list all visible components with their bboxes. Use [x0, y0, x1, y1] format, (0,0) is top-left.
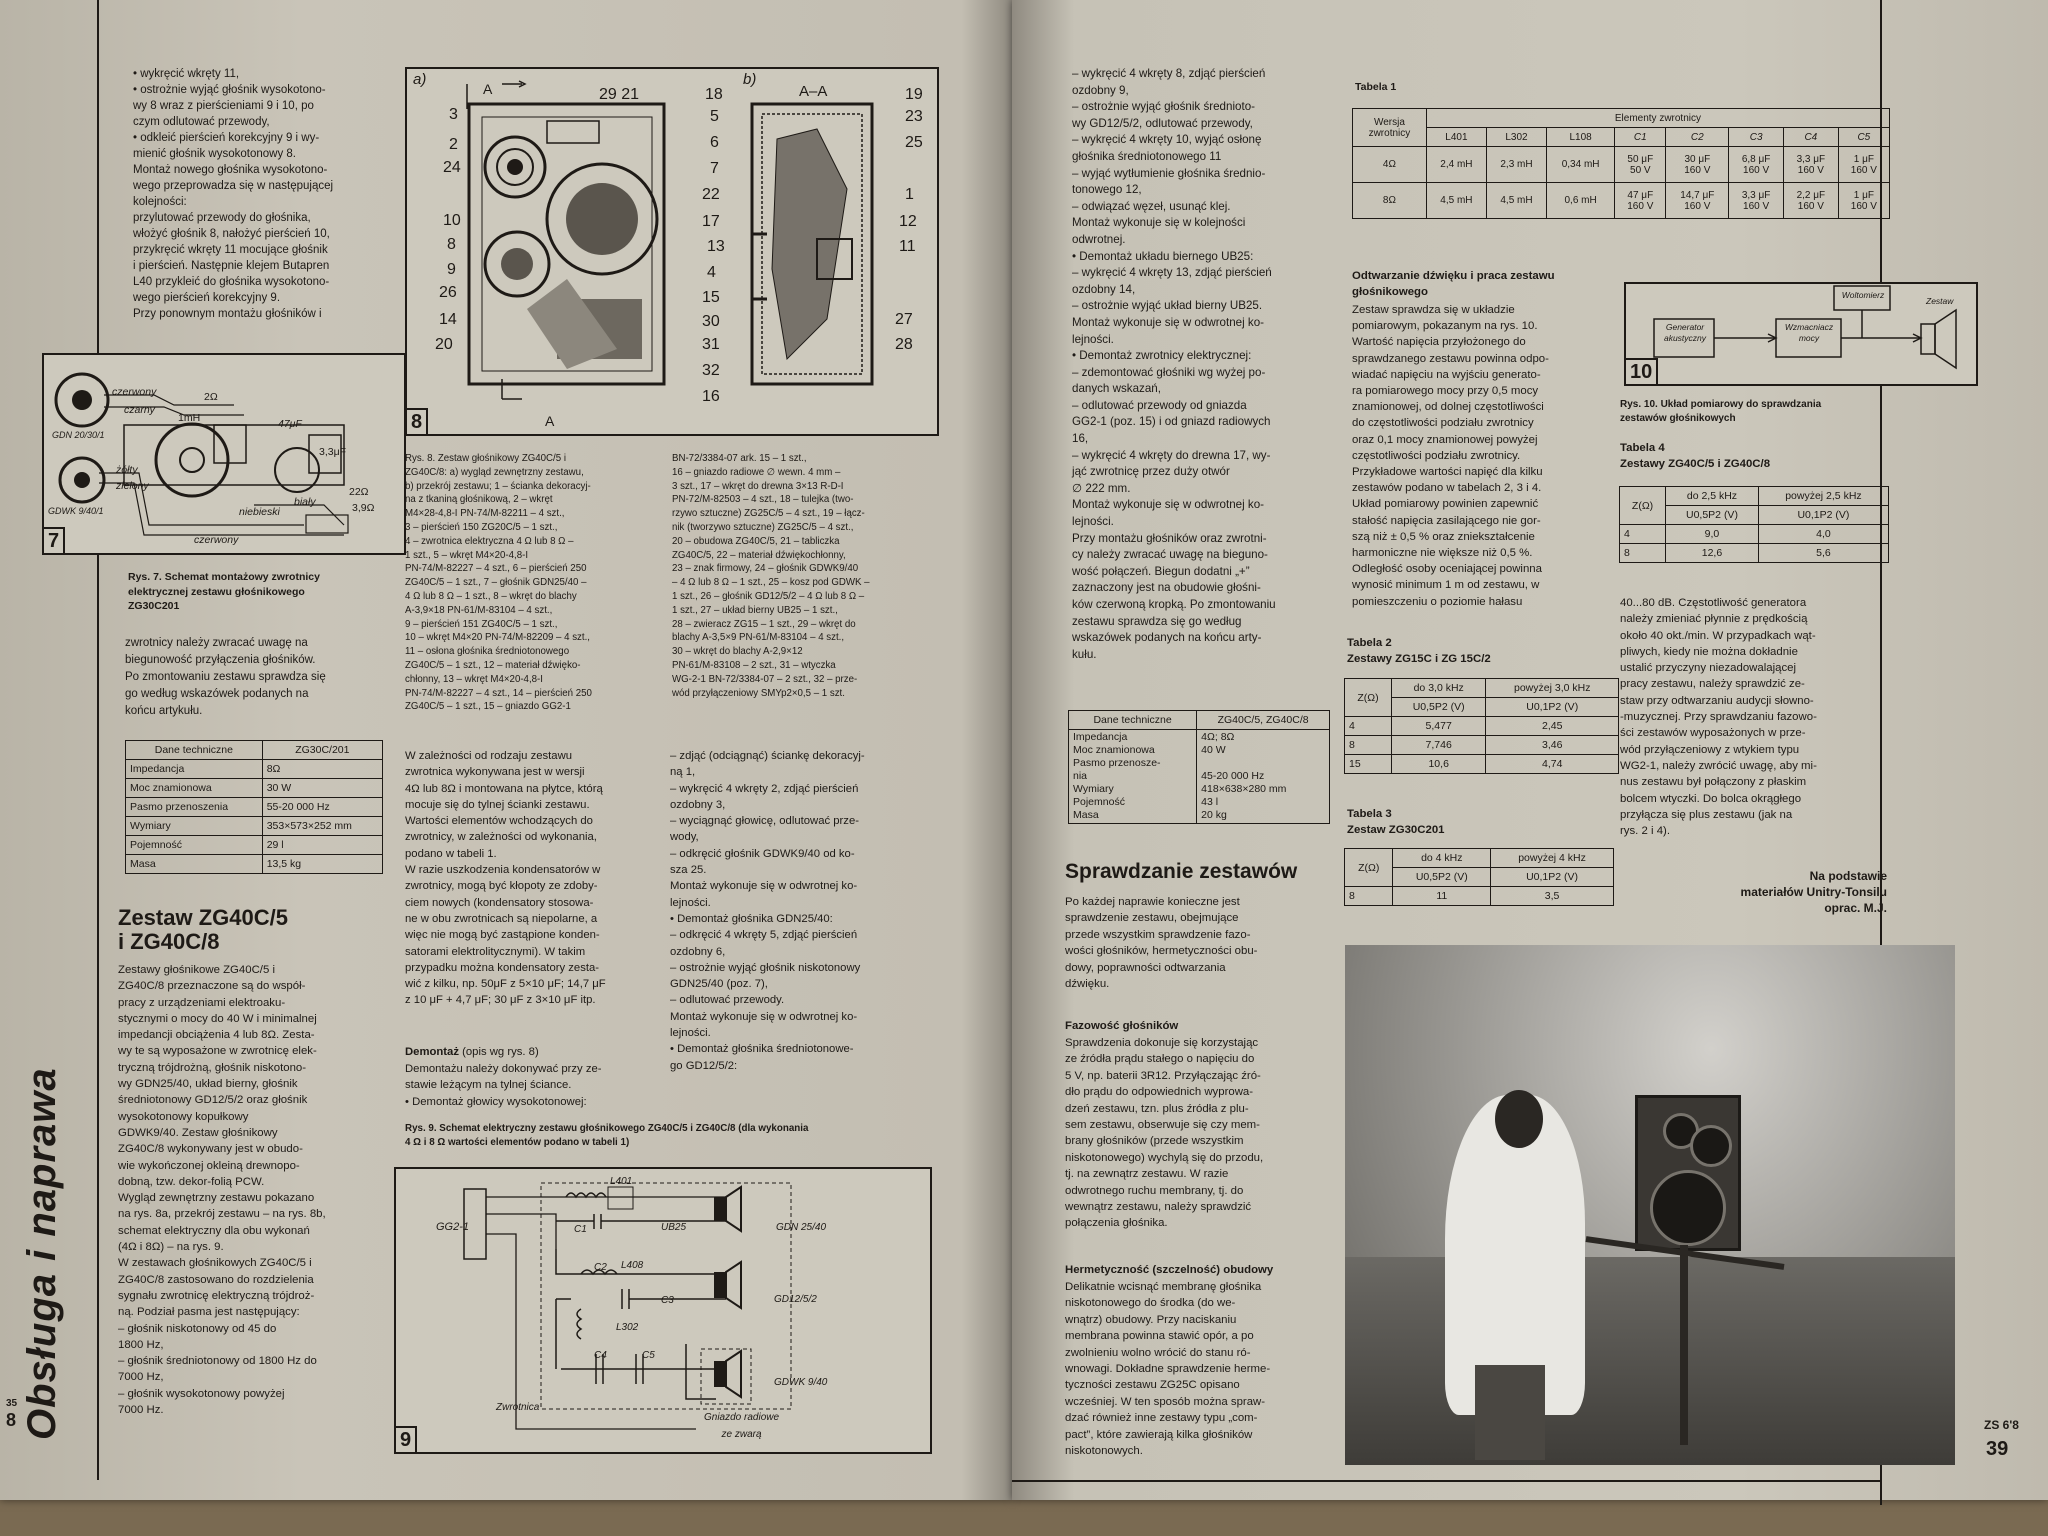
- tab1-col-header: C4: [1783, 128, 1838, 147]
- demontaz-heading-line: [405, 1044, 663, 1060]
- tab4-header: do 2,5 kHz: [1666, 487, 1759, 506]
- tab2-cell: 2,45: [1486, 717, 1619, 736]
- tab2-header: powyżej 3,0 kHz: [1486, 679, 1619, 698]
- svg-text:20: 20: [435, 336, 453, 353]
- tab1-col-header: C1: [1615, 128, 1666, 147]
- svg-text:19: 19: [905, 86, 923, 103]
- fig7-label-33uf: 3,3μF: [319, 446, 347, 458]
- fig7-label-gdwk: GDWK 9/40/1: [48, 506, 104, 516]
- svg-text:7: 7: [710, 160, 719, 177]
- fig9-label-ub25: UB25: [661, 1222, 687, 1233]
- tab2-cell: 3,46: [1486, 736, 1619, 755]
- sprawdzanie-text: Po każdej naprawie konieczne jest sprawdzenie zestawu, obejmujące przede wszystkim sprawdzenie fazo- wości głośników, hermetyczności obu- dowy, poprawności odtwarzania dźwięku.: [1065, 896, 1258, 991]
- spec-zg30-cell: Pojemność: [126, 836, 263, 855]
- tab4-cell: 4: [1620, 525, 1666, 544]
- fig9-label-zwrotnica: Zwrotnica: [496, 1402, 540, 1413]
- fig7-label-gdn: GDN 20/30/1: [52, 430, 105, 440]
- photo-speaker-testing: [1345, 945, 1955, 1465]
- spec-zg30-cell: Pasmo przenoszenia: [126, 798, 263, 817]
- tab2-subheader: U0,1P2 (V): [1486, 698, 1619, 717]
- figure-8-caption-part1: Rys. 8. Zestaw głośnikowy ZG40C/5 i ZG40C/8: a) wygląd zewnętrzny zestawu, b) przekrój zestawu; 1 – ścianka dekoracyj- na z tkaniną głośnikową, 2 – wkręt M4×28-4,8-I PN-74/M-82211 – 4 szt., 3 – pierścień 150 ZG20C/5 – 1 szt., 4 – zwrotnica elektryczna 4 Ω lub 8 Ω – 1 szt., 5 – wkręt M4×20-4,8-I PN-74/M-82227 – 4 szt., 6 – pierścień 250 ZG40C/5 – 1 szt., 7 – głośnik GDN25/40 – 4 Ω lub 8 Ω – 1 szt., 8 – wkręt do blachy A-3,9×18 PN-61/M-83104 – 4 szt., 9 – pierścień 151 ZG40C/5 – 1 szt., 10 – wkręt M4×20 PN-74/M-82209 – 4 szt., 11 – osłona głośnika średniotonowego ZG40C/5 – 1 szt., 12 – materiał dźwięko- chłonny, 13 – wkręt M4×20-4,8-I PN-74/M-82227 – 4 szt., 14 – pierścień 250 ZG40C/5 – 1 szt., 15 – gniazdo GG2-1: [405, 453, 592, 713]
- tab1-cell: 0,6 mH: [1547, 183, 1615, 219]
- fig10-generator-label: Generator akustyczny: [1663, 322, 1707, 343]
- svg-text:17: 17: [702, 213, 720, 230]
- figure-9-caption: Rys. 9. Schemat elektryczny zestawu głośnikowego ZG40C/5 i ZG40C/8 (dla wykonania 4 Ω i 8 Ω wartości elementów podano w tabeli 1): [405, 1123, 809, 1148]
- tab2-cell: 4,74: [1486, 755, 1619, 774]
- tab2-header: Z(Ω): [1345, 679, 1392, 717]
- left-col3-text: – zdjąć (odciągnąć) ściankę dekoracyj- ną 1, – wykręcić 4 wkręty 2, zdjąć pierścień ozdobny 3, – wyciągnąć głowicę, odlutować prze- wody, – odkręcić głośnik GDWK9/40 od ko- sza 25. Montaż wykonuje się w odwrotnej ko- lejności. • Demontaż głośnika GDN25/40: – odkręcić 4 wkręty 5, zdjąć pierścień ozdobny 6, – ostrożnie wyjąć głośnik niskotonowy GDN25/40 (poz. 7), – odlutować przewody. Montaż wykonuje się w odwrotnej ko- lejności. • Demontaż głośnika średniotonowe- go GD12/5/2:: [670, 750, 865, 1072]
- heading-sprawdzanie: Sprawdzanie zestawów: [1065, 860, 1298, 883]
- fig7-label-2ohm: 2Ω: [204, 391, 218, 403]
- svg-text:8: 8: [447, 236, 456, 253]
- spec-zg30-header-1: Dane techniczne: [126, 741, 263, 760]
- tabela-4-label: Tabela 4 Zestawy ZG40C/5 i ZG40C/8: [1620, 442, 1771, 470]
- svg-text:5: 5: [710, 108, 719, 125]
- figure-7-caption: Rys. 7. Schemat montażowy zwrotnicy elektrycznej zestawu głośnikowego ZG30C201: [128, 571, 320, 612]
- figure-8-speaker-drawing: [407, 69, 937, 434]
- credit-text: Na podstawie materiałów Unitry-Tonsilu oprac. M.J.: [1740, 869, 1887, 915]
- spec-zg40-value: 45-20 000 Hz: [1201, 770, 1265, 782]
- fig7-label-22ohm: 22Ω: [349, 486, 369, 498]
- photo-midrange: [1690, 1125, 1732, 1167]
- tab3-header: do 4 kHz: [1393, 849, 1491, 868]
- magazine-issue: ZS 6'8: [1984, 1418, 2019, 1432]
- svg-text:3: 3: [449, 106, 458, 123]
- photo-stand: [1680, 1245, 1688, 1445]
- tab2-cell: 5,477: [1391, 717, 1486, 736]
- tab3-cell: 3,5: [1491, 887, 1614, 906]
- tab1-cell: 30 μF 160 V: [1666, 147, 1729, 183]
- fig7-label-1mh: 1mH: [178, 412, 201, 424]
- tab1-group-header: Elementy zwrotnicy: [1426, 109, 1889, 128]
- spec-zg40-header-2: ZG40C/5, ZG40C/8: [1197, 711, 1330, 730]
- fig7-label-zolty: żółty: [116, 464, 138, 476]
- svg-text:32: 32: [702, 362, 720, 379]
- fig7-label-39ohm: 3,9Ω: [352, 502, 375, 514]
- fazowosc-text: Sprawdzenia dokonuje się korzystając ze źródła prądu stałego o napięciu do 5 V, np. baterii 3R12. Przyłączając źró- dło prądu do odpowiednich wyprowa- dzeń zestawu, tzn. plus źródła z plu- sem zestawu, obserwuje się czy mem- brany głośników (przede wszystkim niskotonowego) wychylą się do przodu, tj. na zewnątrz zestawu. W razie odwrotnego ruchu membrany, tj. do wewnątrz zestawu, należy sprawdzić połączenia głośnika.: [1065, 1037, 1264, 1230]
- fig9-label-l408: L408: [621, 1260, 644, 1271]
- spec-table-zg30: [125, 740, 383, 874]
- right-col1-top-text: – wykręcić 4 wkręty 8, zdjąć pierścień ozdobny 9, – ostrożnie wyjąć głośnik średnioto- wy GD12/5/2, odlutować przewody, – wykręcić 4 wkręty 10, wyjąć osłonę głośnika średniotonowego 11 – wyjąć wytłumienie głośnika średnio- tonowego 12, – odwiązać węzeł, usunąć klej. Montaż wykonuje się w kolejności odwrotnej. • Demontaż układu biernego UB25: – wykręcić 4 wkręty 13, zdjąć pierścień ozdobny 14, – ostrożnie wyjąć układ bierny UB25. Montaż wykonuje się w odwrotnej ko- lejności. • Demontaż zwrotnicy elektrycznej: – zdemontować głośniki wg wyżej po- danych wskazań, – odlutować przewody od gniazda GG2-1 (poz. 15) i od gniazd radiowych 16, – wykręcić 4 wkręty do drewna 17, wy- jąć zwrotnicę przez duży otwór ∅ 222 mm. Montaż wykonuje się w odwrotnej ko- lejności. Przy montażu głośników oraz zwrotni- cy należy zwracać uwagę na bieguno- wość połączeń. Biegun dodatni „+” zaznaczony jest na obudowie głośni- ków czerwoną kropką. Po zmontowaniu zestawu sprawdza się go według wskazówek podanych na końcu arty- kułu.: [1072, 67, 1276, 661]
- spec-zg40-value: 20 kg: [1201, 809, 1227, 821]
- tabela-1-label: Tabela 1: [1355, 81, 1397, 93]
- svg-text:30: 30: [702, 313, 720, 330]
- svg-text:2: 2: [449, 136, 458, 153]
- tab1-col-header: L108: [1547, 128, 1615, 147]
- svg-text:23: 23: [905, 108, 923, 125]
- fig9-label-c5: C5: [642, 1350, 655, 1361]
- tab2-cell: 10,6: [1391, 755, 1486, 774]
- svg-text:29 21: 29 21: [599, 86, 640, 103]
- fig9-label-gniazdo: Gniazdo radiowe ze zwarą: [704, 1412, 780, 1440]
- tab2-subheader: U0,5P2 (V): [1391, 698, 1486, 717]
- spec-zg40-label: Pasmo przenosze- nia: [1073, 757, 1161, 782]
- figure-7: [42, 353, 406, 555]
- svg-text:24: 24: [443, 159, 461, 176]
- svg-text:16: 16: [702, 388, 720, 405]
- tab1-cell: 6,8 μF 160 V: [1729, 147, 1784, 183]
- tab1-col-header: C3: [1729, 128, 1784, 147]
- svg-text:14: 14: [439, 311, 457, 328]
- tab1-cell: 3,3 μF 160 V: [1729, 183, 1784, 219]
- tabela-2: [1344, 678, 1619, 774]
- svg-text:22: 22: [702, 186, 720, 203]
- spec-zg30-cell: 353×573×252 mm: [262, 817, 382, 836]
- tab1-cell: 2,2 μF 160 V: [1783, 183, 1838, 219]
- fig7-label-niebieski: niebieski: [239, 506, 280, 518]
- svg-text:28: 28: [895, 336, 913, 353]
- tabela-1: [1352, 108, 1890, 219]
- tabela-4: [1619, 486, 1889, 563]
- fig7-label-czerwony: czerwony: [112, 386, 157, 398]
- spec-zg40-labels: [1069, 730, 1197, 824]
- tab4-cell: 12,6: [1666, 544, 1759, 563]
- svg-text:6: 6: [710, 134, 719, 151]
- spec-zg30-cell: 8Ω: [262, 760, 382, 779]
- fig9-label-c1: C1: [574, 1224, 587, 1235]
- fazowosc-heading: Fazowość głośników: [1065, 1020, 1179, 1032]
- svg-text:13: 13: [707, 238, 725, 255]
- svg-text:12: 12: [899, 213, 917, 230]
- figure-9-number: 9: [394, 1426, 417, 1454]
- spec-zg30-cell: 29 l: [262, 836, 382, 855]
- odtwarzanie-heading: Odtwarzanie dźwięku i praca zestawu głośnikowego: [1352, 270, 1555, 298]
- fig10-speaker-label: Zestaw: [1926, 296, 1954, 306]
- tab1-col-header: C5: [1838, 128, 1889, 147]
- figure-8-section-label: A–A: [799, 83, 828, 100]
- tab2-cell: 7,746: [1391, 736, 1486, 755]
- fig7-label-bialy: biały: [294, 496, 316, 508]
- svg-text:A: A: [483, 81, 493, 97]
- tab1-cell: 47 μF 160 V: [1615, 183, 1666, 219]
- left-col1-bottom-text: Zestawy głośnikowe ZG40C/5 i ZG40C/8 przeznaczone są do współ- pracy z urządzeniami elektroaku- stycznymi o mocy do 40 W i minimalnej impedancji obciążenia 4 lub 8Ω. Zesta- wy te są wyposażone w zwrotnicę elek- tryczną trójdrożną, głośnik niskotono- wy GDN25/40, układ bierny, głośnik średniotonowy GD12/5/2 oraz głośnik wysokotonowy kopułkowy GDWK9/40. Zestaw głośnikowy ZG40C/8 wykonywany jest w obudo- wie wykończonej okleiną drewnopo- dobną, tzw. dekor-folią PCW. Wygląd zewnętrzny zestawu pokazano na rys. 8a, przekrój zestawu – na rys. 8b, schemat elektryczny dla obu wykonań (4Ω i 8Ω) – na rys. 9. W zestawach głośnikowych ZG40C/5 i ZG40C/8 zastosowano do rozdzielenia sygnału zwrotnicę elektryczną trójdroż- ną. Podział pasma jest następujący: – głośnik niskotonowy od 45 do 1800 Hz, – głośnik średniotonowy od 1800 Hz do 7000 Hz, – głośnik wysokotonowy powyżej 7000 Hz.: [118, 964, 326, 1417]
- fig9-label-c3: C3: [661, 1295, 674, 1306]
- tab3-header: Z(Ω): [1345, 849, 1393, 887]
- spec-zg40-label: Impedancja: [1073, 731, 1128, 743]
- figure-8-caption-part2: BN-72/3384-07 ark. 15 – 1 szt., 16 – gniazdo radiowe ∅ wewn. 4 mm – 3 szt., 17 – wkręt do drewna 3×13 R-D-I PN-72/M-82503 – 4 szt., 18 – tulejka (two- rzywo sztuczne) ZG25C/5 – 4 szt., 19 – łącz- nik (tworzywo sztuczne) ZG25C/5 – 4 szt., 20 – obudowa ZG40C/5, 21 – tabliczka ZG40C/5, 22 – materiał dźwiękochłonny, 23 – znak firmowy, 24 – głośnik GDWK9/40 – 4 Ω lub 8 Ω – 1 szt., 25 – kosz pod GDWK – 1 szt., 26 – głośnik GD12/5/2 – 4 Ω lub 8 Ω – 1 szt., 27 – układ bierny UB25 – 1 szt., 28 – zwieracz ZG15 – 1 szt., 29 – wkręt do blachy A-3,5×9 PN-61/M-83104 – 4 szt., 30 – wkręt do blachy A-2,9×12 PN-61/M-83108 – 2 szt., 31 – wtyczka WG-2-1 BN-72/3384-07 – 2 szt., 32 – prze- wód przyłączeniowy SMYp2×0,5 – 1 szt.: [672, 453, 870, 699]
- fig7-label-47uf: 47μF: [278, 418, 302, 430]
- spec-zg40-value-spacer: [1201, 757, 1325, 770]
- svg-text:27: 27: [895, 311, 913, 328]
- svg-text:4: 4: [707, 264, 716, 281]
- tab2-header: do 3,0 kHz: [1391, 679, 1486, 698]
- svg-text:11: 11: [899, 238, 916, 255]
- spec-zg30-cell: 55-20 000 Hz: [262, 798, 382, 817]
- tab1-cell: 50 μF 50 V: [1615, 147, 1666, 183]
- fig7-label-zielony: zielony: [116, 480, 149, 492]
- tab4-cell: 8: [1620, 544, 1666, 563]
- spec-zg30-cell: Impedancja: [126, 760, 263, 779]
- fig9-label-c2: C2: [594, 1262, 607, 1273]
- left-col1-top-text: • wykręcić wkręty 11, • ostrożnie wyjąć głośnik wysokotono- wy 8 wraz z pierścieniami 9 i 10, po czym odlutować przewody, • odkleić pierścień korekcyjny 9 i wy- mienić głośnik wysokotonowy 8. Montaż nowego głośnika wysokotono- wego przeprowadza się w następującej kolejności: przylutować przewody do głośnika, włożyć głośnik 8, nałożyć pierścień 10, przykręcić wkręty 11 mocujące głośnik i pierścień. Następnie klejem Butapren L40 przykleić do głośnika wysokotono- wego pierścień korekcyjny 9. Przy ponownym montażu głośników i: [133, 68, 334, 320]
- right-bottom-rule: [1012, 1480, 1882, 1482]
- fig7-label-czerwony-2: czerwony: [194, 534, 239, 546]
- fig9-label-gd12: GD12/5/2: [774, 1294, 817, 1305]
- spec-zg40-value: 43 l: [1201, 796, 1219, 808]
- tab4-cell: 4,0: [1758, 525, 1888, 544]
- tab3-cell: 11: [1393, 887, 1491, 906]
- fig9-label-gdwk: GDWK 9/40: [774, 1377, 828, 1388]
- svg-text:25: 25: [905, 134, 923, 151]
- fig7-label-czarny: czarny: [124, 404, 155, 416]
- left-col1-mid-text: zwrotnicy należy zwracać uwagę na biegunowość przyłączenia głośników. Po zmontowaniu zestawu sprawdza się go według wskazówek podanych na końcu artykułu.: [125, 637, 326, 717]
- tab1-col-header: C2: [1666, 128, 1729, 147]
- odtwarzanie-text: Zestaw sprawdza się w układzie pomiarowym, pokazanym na rys. 10. Wartość napięcia przyłożonego do sprawdzanego zestawu powinna odpo- wiadać napięciu na wyjściu generato- ra pomiarowego mocy przy 0,5 mocy znamionowej, od dolnej częstotliwości do częstotliwości podziału zwrotnicy oraz 0,1 mocy znamionowej powyżej częstotliwości podziału zwrotnicy. Przykładowe wartości napięć dla kilku zestawów podano w tabelach 2, 3 i 4. Układ pomiarowy powinien zapewnić stałość napięcia zasilającego nie gor- szą niż ± 0,5 % oraz zniekształcenie harmoniczne nie większe niż 0,5 %. Odległość osoby oceniającej powinna wynosić minimum 1 m od zestawu, w pomieszczeniu o poziomie hałasu: [1352, 304, 1549, 608]
- left-col2-text2: Demontażu należy dokonywać przy ze- stawie leżącym na tylnej ściance. • Demontaż głowicy wysokotonowej:: [405, 1063, 602, 1108]
- tab3-subheader: U0,5P2 (V): [1393, 868, 1491, 887]
- tab4-subheader: U0,5P2 (V): [1666, 506, 1759, 525]
- figure-7-wiring-diagram: [44, 355, 404, 553]
- svg-text:1: 1: [905, 186, 914, 203]
- figure-10-caption: Rys. 10. Układ pomiarowy do sprawdzania zestawów głośnikowych: [1620, 399, 1822, 424]
- fig9-label-gdn: GDN 25/40: [776, 1222, 827, 1233]
- svg-text:26: 26: [439, 284, 457, 301]
- tab4-header: powyżej 2,5 kHz: [1758, 487, 1888, 506]
- tab2-cell: 8: [1345, 736, 1392, 755]
- tab1-col-header: L302: [1486, 128, 1546, 147]
- tab1-cell: 4,5 mH: [1426, 183, 1486, 219]
- tab1-cell: 0,34 mH: [1547, 147, 1615, 183]
- svg-text:31: 31: [702, 336, 720, 353]
- photo-technician-head: [1495, 1090, 1543, 1148]
- left-margin-rule: [97, 0, 99, 1480]
- tabela-3: [1344, 848, 1614, 906]
- right-col4-text: 40...80 dB. Częstotliwość generatora należy zmieniać płynnie z prędkością około 40 okt./min. W przypadkach wąt- pliwych, kiedy nie można dokładnie ustalić przyczyny niezadowalającej pracy zestawu, należy sprawdzić ze- staw przy odtwarzaniu audycji słowno- -muzycznej. Przy sprawdzaniu fazowo- ści zestawów wyposażonych w prze- wód przyłączeniowy z wtykiem typu WG2-1, należy zwrócić uwagę, aby mi- nus zestawu był połączony z płaskim bolcem wtyczki. Do bolca okrągłego przyłącza się plus zestawu (jak na rys. 2 i 4).: [1620, 597, 1817, 838]
- tab3-header: powyżej 4 kHz: [1491, 849, 1614, 868]
- figure-8b-label: b): [743, 71, 757, 88]
- photo-technician-legs: [1475, 1365, 1545, 1460]
- spec-zg30-header-2: ZG30C/201: [262, 741, 382, 760]
- svg-text:A: A: [545, 413, 555, 429]
- spec-table-zg40: [1068, 710, 1330, 824]
- tab1-cell: 2,4 mH: [1426, 147, 1486, 183]
- svg-text:15: 15: [702, 289, 720, 306]
- spec-zg40-label: Moc znamionowa: [1073, 744, 1155, 756]
- figure-8a-label: a): [413, 71, 427, 88]
- spec-zg40-value: 418×638×280 mm: [1201, 783, 1287, 795]
- tab4-subheader: U0,1P2 (V): [1758, 506, 1888, 525]
- tab1-cell: 8Ω: [1353, 183, 1427, 219]
- figure-10: [1624, 282, 1978, 386]
- hermetycznosc-text: Delikatnie wcisnąć membranę głośnika niskotonowego do środka (do we- wnątrz) obudowy. Przy naciskaniu membrana powinna stawić opór, a po zwolnieniu wolno wrócić do stanu ró- wnowagi. Dokładne sprawdzenie herme- tyczności zestawu ZG25C opisano wcześniej. W ten sposób można spraw- dzać również inne zestawy typu „com- pact”, które zawierają kilka głośników niskotonowych.: [1065, 1281, 1271, 1458]
- tab1-col-header: L401: [1426, 128, 1486, 147]
- tab1-cell: 4Ω: [1353, 147, 1427, 183]
- tab4-cell: 5,6: [1758, 544, 1888, 563]
- page-number-small: 35: [6, 1398, 18, 1409]
- fig9-label-l302: L302: [616, 1322, 639, 1333]
- spec-zg40-value: 4Ω; 8Ω: [1201, 731, 1235, 743]
- spec-zg40-label: Masa: [1073, 809, 1099, 821]
- spec-zg40-label: Pojemność: [1073, 796, 1125, 808]
- spec-zg30-cell: Masa: [126, 855, 263, 874]
- tab4-cell: 9,0: [1666, 525, 1759, 544]
- fig9-label-c4: C4: [594, 1350, 607, 1361]
- spec-zg40-label: Wymiary: [1073, 783, 1114, 795]
- tab1-cell: 4,5 mH: [1486, 183, 1546, 219]
- spec-zg30-cell: Wymiary: [126, 817, 263, 836]
- photo-floor: [1345, 1257, 1955, 1465]
- tab1-cell: 2,3 mH: [1486, 147, 1546, 183]
- fig10-amplifier-label: Wzmacniacz mocy: [1784, 322, 1834, 343]
- spec-zg30-cell: Moc znamionowa: [126, 779, 263, 798]
- svg-text:10: 10: [443, 212, 461, 229]
- tab1-corner: Wersja zwrotnicy: [1353, 109, 1427, 147]
- spec-zg30-cell: 13,5 kg: [262, 855, 382, 874]
- figure-10-number: 10: [1624, 358, 1658, 386]
- tab1-cell: 3,3 μF 160 V: [1783, 147, 1838, 183]
- spec-zg30-cell: 30 W: [262, 779, 382, 798]
- spec-zg40-values: [1197, 730, 1330, 824]
- left-page: [0, 0, 1012, 1500]
- heading-zestaw-zg40: Zestaw ZG40C/5 i ZG40C/8: [118, 905, 288, 954]
- figure-8-number: 8: [405, 408, 428, 436]
- tab2-cell: 4: [1345, 717, 1392, 736]
- tab1-cell: 1 μF 160 V: [1838, 147, 1889, 183]
- tabela-3-label: Tabela 3 Zestaw ZG30C201: [1347, 808, 1445, 836]
- tab2-cell: 15: [1345, 755, 1392, 774]
- left-col2-text: W zależności od rodzaju zestawu zwrotnica wykonywana jest w wersji 4Ω lub 8Ω i montowana na płytce, którą mocuje się do tylnej ścianki zestawu. Wartości elementów wchodzących do zwrotnicy, w zależności od wykonania, podano w tabeli 1. W razie uszkodzenia kondensatorów w zwrotnicy, mogą być kłopoty ze zdoby- ciem nowych (kondensatory stosowa- ne w obu zwrotnicach są niepolarne, a więc nie mogą być zastąpione konden- satorami elektrolitycznymi). W takim przypadku można kondensatory zesta- wić z kilku, np. 50μF z 5×10 μF; 14,7 μF z 10 μF + 4,7 μF; 30 μF z 3×10 μF itp.: [405, 750, 606, 1007]
- page-number-left: 8: [6, 1410, 17, 1430]
- fig9-label-gg2: GG2-1: [436, 1221, 470, 1233]
- demontaz-heading: Demontaż: [405, 1046, 459, 1058]
- spec-zg40-value: 40 W: [1201, 744, 1226, 756]
- svg-text:9: 9: [447, 261, 456, 278]
- photo-woofer: [1650, 1170, 1726, 1246]
- hermetycznosc-heading: Hermetyczność (szczelność) obudowy: [1065, 1264, 1274, 1276]
- tabela-2-label: Tabela 2 Zestawy ZG15C i ZG 15C/2: [1347, 637, 1491, 665]
- tab3-cell: 8: [1345, 887, 1393, 906]
- tab4-header: Z(Ω): [1620, 487, 1666, 525]
- fig9-label-l401: L401: [610, 1176, 633, 1187]
- section-side-heading: Obsługa i naprawa: [20, 1067, 64, 1440]
- fig10-voltmeter-label: Woltomierz: [1841, 290, 1885, 300]
- page-number-right: 39: [1986, 1438, 2009, 1460]
- tab1-cell: 1 μF 160 V: [1838, 183, 1889, 219]
- demontaz-heading-note: (opis wg rys. 8): [458, 1046, 539, 1058]
- figure-9: [394, 1167, 932, 1454]
- figure-7-number: 7: [42, 527, 65, 555]
- tab3-subheader: U0,1P2 (V): [1491, 868, 1614, 887]
- figure-9-circuit-schematic: [396, 1169, 930, 1452]
- svg-text:18: 18: [705, 86, 723, 103]
- spec-zg40-header-1: Dane techniczne: [1069, 711, 1197, 730]
- figure-8: [405, 67, 939, 436]
- tab1-cell: 14,7 μF 160 V: [1666, 183, 1729, 219]
